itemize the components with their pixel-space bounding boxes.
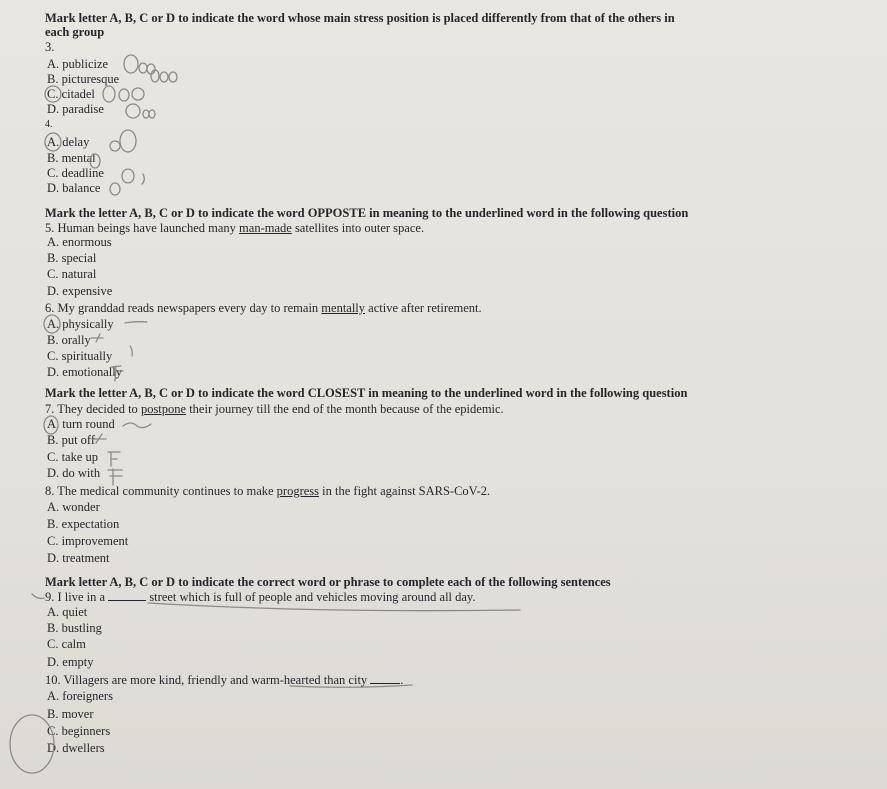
q8-option-c[interactable]: C. improvement (47, 534, 129, 548)
q3-option-a[interactable]: A. publicize (47, 57, 109, 71)
q10-stem-pre: 10. Villagers are more kind, friendly and warm-hearted than city (45, 673, 371, 687)
q6-option-d[interactable]: D. emotionally (47, 365, 122, 379)
q3a-stress-doodle (124, 55, 155, 74)
q9-blank[interactable] (108, 590, 146, 601)
q3c-stress-doodle (103, 86, 144, 102)
q8-stem (45, 484, 490, 498)
q7-option-a[interactable]: A. turn round (47, 417, 115, 431)
q3-option-d[interactable]: D. paradise (47, 102, 104, 116)
q4-number: 4. (45, 119, 53, 130)
q8-underlined-word: progress (276, 484, 320, 498)
q5-option-d[interactable]: D. expensive (47, 284, 113, 298)
q6a-pencil-mark (125, 322, 147, 323)
q6-option-a[interactable]: A. physically (47, 317, 114, 331)
section1-heading-line1: Mark letter A, B, C or D to indicate the word whose main stress position is placed differently from that of the others in (45, 11, 675, 25)
q10-blank[interactable] (370, 673, 400, 684)
q9-option-d[interactable]: D. empty (47, 655, 94, 669)
q7-option-d[interactable]: D. do with (47, 466, 101, 480)
q4a-stress-doodle (110, 130, 136, 152)
q3b-stress-doodle (151, 70, 177, 82)
q9-phrase-underline (148, 603, 520, 611)
section4-heading: Mark letter A, B, C or D to indicate the correct word or phrase to complete each of the following sentences (45, 575, 611, 589)
q6-underlined-word: mentally (321, 301, 366, 315)
q7-stem (45, 402, 504, 416)
q3-option-b[interactable]: B. picturesque (47, 72, 120, 86)
q9-stem-post: street which is full of people and vehicles moving around all day. (146, 590, 476, 604)
q6-option-b[interactable]: B. orally (47, 333, 91, 347)
q3-option-c[interactable]: C. citadel (47, 87, 95, 101)
q10-option-c[interactable]: C. beginners (47, 724, 111, 738)
q3-number: 3. (45, 40, 55, 54)
q6b-pencil-mark (91, 334, 103, 342)
section1-heading-line2: each group (45, 25, 105, 39)
q8-option-a[interactable]: A. wonder (47, 500, 100, 514)
q4-option-b[interactable]: B. mental (47, 151, 96, 165)
q8-option-d[interactable]: D. treatment (47, 551, 110, 565)
q9-pencil-tick (32, 594, 44, 599)
q6c-pencil-mark (130, 346, 132, 356)
q8-option-b[interactable]: B. expectation (47, 517, 120, 531)
q9-stem (45, 590, 476, 604)
q7-option-b[interactable]: B. put off (47, 433, 96, 447)
q4-option-d[interactable]: D. balance (47, 181, 101, 195)
q6-stem (45, 301, 482, 315)
q7-stem-post: their journey till the end of the month because of the epidemic. (186, 402, 504, 416)
q10-stem (45, 673, 403, 687)
q4-option-a[interactable]: A. delay (47, 135, 90, 149)
q9-option-c[interactable]: C. calm (47, 637, 86, 651)
section3-heading: Mark the letter A, B, C or D to indicate the word CLOSEST in meaning to the underlined word in the following question (45, 386, 688, 400)
q5-stem-post: satellites into outer space. (291, 221, 425, 235)
q9-stem-pre: 9. I live in a (45, 590, 109, 604)
section2-heading: Mark the letter A, B, C or D to indicate the word OPPOSTE in meaning to the underlined word in the following question (45, 206, 689, 220)
q7-underlined-word: postpone (140, 402, 187, 416)
q5-option-c[interactable]: C. natural (47, 267, 97, 281)
q8-stem-pre: 8. The medical community continues to make (45, 484, 277, 498)
q8-stem-post: in the fight against SARS-CoV-2. (319, 484, 491, 498)
q6-stem-pre: 6. My granddad reads newspapers every day to remain (45, 301, 322, 315)
q4c-stress-doodle (122, 169, 144, 184)
q7-stem-pre: 7. They decided to (45, 402, 141, 416)
q6-option-c[interactable]: C. spiritually (47, 349, 113, 363)
q10-option-a[interactable]: A. foreigners (47, 689, 113, 703)
q7-option-c[interactable]: C. take up (47, 450, 99, 464)
q3d-stress-doodle (126, 104, 155, 118)
q5-option-a[interactable]: A. enormous (47, 235, 112, 249)
q9-option-b[interactable]: B. bustling (47, 621, 102, 635)
q7d-pencil-mark (108, 469, 122, 485)
q10-option-b[interactable]: B. mover (47, 707, 94, 721)
q7a-pencil-mark (123, 423, 151, 428)
q5-stem-pre: 5. Human beings have launched many (45, 221, 240, 235)
q9-option-a[interactable]: A. quiet (47, 605, 88, 619)
q6-stem-post: active after retirement. (365, 301, 482, 315)
q7c-pencil-mark (108, 452, 120, 466)
q5-option-b[interactable]: B. special (47, 251, 97, 265)
q10-option-d[interactable]: D. dwellers (47, 741, 105, 755)
q10-stem-post: . (400, 673, 404, 687)
q4-option-c[interactable]: C. deadline (47, 166, 104, 180)
q4d-stress-doodle (110, 183, 120, 195)
q5-stem (45, 221, 424, 235)
q5-underlined-word: man-made (239, 221, 292, 235)
